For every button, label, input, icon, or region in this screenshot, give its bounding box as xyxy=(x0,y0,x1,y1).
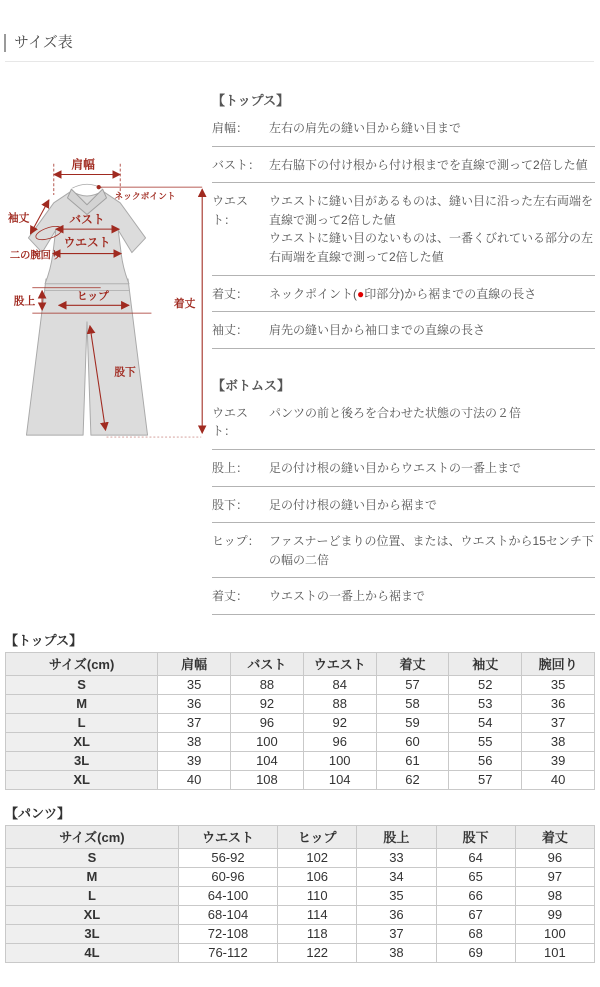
pants-table-heading: 【パンツ】 xyxy=(5,805,71,821)
inseam-label: 股下 xyxy=(114,366,136,379)
page-title: サイズ表 xyxy=(4,34,595,52)
size-cell: 3L xyxy=(6,751,158,770)
column-header: サイズ(cm) xyxy=(6,652,158,675)
definition-description: ウエストの一番上から裾まで xyxy=(269,589,426,604)
value-cell: 38 xyxy=(357,943,436,962)
definition-row xyxy=(212,450,595,487)
value-cell: 59 xyxy=(376,713,449,732)
definition-row xyxy=(212,395,595,450)
definition-row xyxy=(212,578,595,615)
definition-row xyxy=(212,487,595,524)
value-cell: 33 xyxy=(357,848,436,867)
value-cell: 34 xyxy=(357,867,436,886)
definition-term: 着丈： xyxy=(212,286,249,301)
value-cell: 57 xyxy=(449,770,522,789)
definition-term: 股下： xyxy=(212,497,249,512)
bottoms-definitions xyxy=(212,375,595,615)
neck-point-mark: ● xyxy=(357,286,365,301)
value-cell: 37 xyxy=(158,713,231,732)
definition-description: ウエストに縫い目があるものは、縫い目に沿った左右両端を直線で測って2倍した値 ウエストに縫い目のないものは、一番くびれている部分の左右両端を直線で測って2倍した値 xyxy=(269,192,595,266)
definition-description: パンツの前と後ろを合わせた状態の寸法の２倍 xyxy=(269,405,522,420)
waist-label: ウエスト xyxy=(63,236,111,250)
value-cell: 97 xyxy=(515,867,594,886)
value-cell: 84 xyxy=(303,675,376,694)
value-cell: 66 xyxy=(436,886,515,905)
value-cell: 110 xyxy=(278,886,357,905)
definition-description: 左右脇下の付け根から付け根までを直線で測って2倍した値 xyxy=(269,157,588,172)
column-header: 腕回り xyxy=(522,652,595,675)
table-row xyxy=(6,943,595,962)
value-cell: 38 xyxy=(158,732,231,751)
value-cell: 35 xyxy=(158,675,231,694)
value-cell: 54 xyxy=(449,713,522,732)
definition-description: ファスナーどまりの位置、または、ウエストから15センチ下の幅の二倍 xyxy=(269,534,594,567)
column-header: ウエスト xyxy=(303,652,376,675)
size-cell: M xyxy=(6,694,158,713)
value-cell: 108 xyxy=(231,770,304,789)
definition-row xyxy=(212,110,595,147)
definition-term: ウエスト： xyxy=(212,194,249,227)
size-tables-section xyxy=(0,615,600,987)
value-cell: 102 xyxy=(278,848,357,867)
definition-row xyxy=(212,523,595,578)
value-cell: 37 xyxy=(522,713,595,732)
value-cell: 37 xyxy=(357,924,436,943)
value-cell: 36 xyxy=(158,694,231,713)
size-cell: M xyxy=(6,867,179,886)
bust-label: バスト xyxy=(69,213,105,227)
value-cell: 53 xyxy=(449,694,522,713)
size-cell: L xyxy=(6,713,158,732)
bottoms-definitions-heading: 【ボトムス】 xyxy=(212,377,291,393)
column-header: 股上 xyxy=(357,825,436,848)
table-row xyxy=(6,713,595,732)
header-row xyxy=(6,652,595,675)
value-cell: 88 xyxy=(231,675,304,694)
value-cell: 92 xyxy=(231,694,304,713)
definition-row xyxy=(212,276,595,313)
value-cell: 101 xyxy=(515,943,594,962)
value-cell: 55 xyxy=(449,732,522,751)
value-cell: 69 xyxy=(436,943,515,962)
rise-label: 股上 xyxy=(13,295,36,308)
value-cell: 40 xyxy=(522,770,595,789)
sleeve-length-label: 袖丈 xyxy=(7,212,30,225)
hip-label: ヒップ xyxy=(76,290,109,303)
value-cell: 56 xyxy=(449,751,522,770)
value-cell: 38 xyxy=(522,732,595,751)
measurement-guide-section xyxy=(0,62,600,615)
value-cell: 68-104 xyxy=(178,905,277,924)
column-header: サイズ(cm) xyxy=(6,825,179,848)
size-cell: S xyxy=(6,675,158,694)
value-cell: 92 xyxy=(303,713,376,732)
value-cell: 65 xyxy=(436,867,515,886)
definition-description: 左右の肩先の縫い目から縫い目まで xyxy=(269,121,462,135)
value-cell: 36 xyxy=(522,694,595,713)
tops-definition-list xyxy=(212,110,595,349)
value-cell: 98 xyxy=(515,886,594,905)
value-cell: 40 xyxy=(158,770,231,789)
bottoms-definition-list xyxy=(212,395,595,615)
neck-point-label: ネックポイント xyxy=(114,190,176,201)
size-cell: 4L xyxy=(6,943,179,962)
value-cell: 36 xyxy=(357,905,436,924)
definition-term: 袖丈： xyxy=(212,323,249,338)
table-row xyxy=(6,924,595,943)
value-cell: 100 xyxy=(515,924,594,943)
value-cell: 64-100 xyxy=(178,886,277,905)
value-cell: 68 xyxy=(436,924,515,943)
table-row xyxy=(6,905,595,924)
upper-arm-label: 二の腕回り xyxy=(9,250,62,262)
value-cell: 39 xyxy=(522,751,595,770)
tops-definitions xyxy=(212,90,595,349)
definition-term: 股上： xyxy=(212,460,249,475)
column-header: 着丈 xyxy=(515,825,594,848)
measurement-diagram xyxy=(5,90,210,615)
table-row xyxy=(6,751,595,770)
value-cell: 88 xyxy=(303,694,376,713)
value-cell: 96 xyxy=(303,732,376,751)
definition-row xyxy=(212,147,595,184)
column-header: ウエスト xyxy=(178,825,277,848)
definition-term: ウエスト： xyxy=(212,405,249,439)
garment-diagram-svg xyxy=(5,144,210,449)
size-cell: XL xyxy=(6,770,158,789)
shoulder-width-annotation xyxy=(54,158,120,195)
definition-description: 足の付け根の縫い目から裾まで xyxy=(269,497,438,512)
definition-description: 肩先の縫い目から袖口までの直線の長さ xyxy=(269,323,486,338)
value-cell: 96 xyxy=(231,713,304,732)
size-cell: XL xyxy=(6,732,158,751)
value-cell: 76-112 xyxy=(178,943,277,962)
page-header xyxy=(0,0,600,62)
value-cell: 60-96 xyxy=(178,867,277,886)
value-cell: 62 xyxy=(376,770,449,789)
tops-definitions-heading: 【トップス】 xyxy=(212,93,290,108)
column-header: バスト xyxy=(231,652,304,675)
header-row xyxy=(6,825,595,848)
table-row xyxy=(6,867,595,886)
definition-row xyxy=(212,183,595,275)
column-header: 肩幅 xyxy=(158,652,231,675)
value-cell: 35 xyxy=(357,886,436,905)
value-cell: 57 xyxy=(376,675,449,694)
value-cell: 118 xyxy=(278,924,357,943)
table-row xyxy=(6,694,595,713)
table-row xyxy=(6,675,595,694)
value-cell: 58 xyxy=(376,694,449,713)
value-cell: 104 xyxy=(231,751,304,770)
definition-term: ヒップ： xyxy=(212,534,260,549)
table-row xyxy=(6,886,595,905)
size-cell: XL xyxy=(6,905,179,924)
definition-description: ネックポイント(●印部分)から裾までの直線の長さ xyxy=(269,286,537,301)
definition-description-line2: ウエストに縫い目のないものは、一番くびれている部分の左右両端を直線で測って2倍した値 xyxy=(269,231,594,264)
value-cell: 122 xyxy=(278,943,357,962)
column-header: 着丈 xyxy=(376,652,449,675)
value-cell: 67 xyxy=(436,905,515,924)
value-cell: 106 xyxy=(278,867,357,886)
definition-row xyxy=(212,312,595,349)
value-cell: 60 xyxy=(376,732,449,751)
length-label: 着丈 xyxy=(173,298,196,311)
value-cell: 64 xyxy=(436,848,515,867)
column-header: 股下 xyxy=(436,825,515,848)
value-cell: 104 xyxy=(303,770,376,789)
pants-size-table xyxy=(5,825,595,963)
value-cell: 100 xyxy=(231,732,304,751)
definition-term: バスト： xyxy=(212,157,261,172)
value-cell: 52 xyxy=(449,675,522,694)
definition-term: 肩幅： xyxy=(212,121,249,135)
definition-term: 着丈： xyxy=(212,589,249,604)
value-cell: 100 xyxy=(303,751,376,770)
size-cell: S xyxy=(6,848,179,867)
value-cell: 61 xyxy=(376,751,449,770)
column-header: ヒップ xyxy=(278,825,357,848)
size-cell: L xyxy=(6,886,179,905)
value-cell: 56-92 xyxy=(178,848,277,867)
size-cell: 3L xyxy=(6,924,179,943)
measurement-definitions xyxy=(210,90,595,615)
definition-description: 足の付け根の縫い目からウエストの一番上まで xyxy=(269,460,522,475)
shoulder-width-label: 肩幅 xyxy=(71,158,95,172)
tops-table-heading: 【トップス】 xyxy=(5,632,83,648)
value-cell: 99 xyxy=(515,905,594,924)
value-cell: 39 xyxy=(158,751,231,770)
tops-size-table xyxy=(5,652,595,790)
table-row xyxy=(6,848,595,867)
value-cell: 35 xyxy=(522,675,595,694)
value-cell: 114 xyxy=(278,905,357,924)
table-row xyxy=(6,770,595,789)
value-cell: 72-108 xyxy=(178,924,277,943)
value-cell: 96 xyxy=(515,848,594,867)
table-row xyxy=(6,732,595,751)
column-header: 袖丈 xyxy=(449,652,522,675)
